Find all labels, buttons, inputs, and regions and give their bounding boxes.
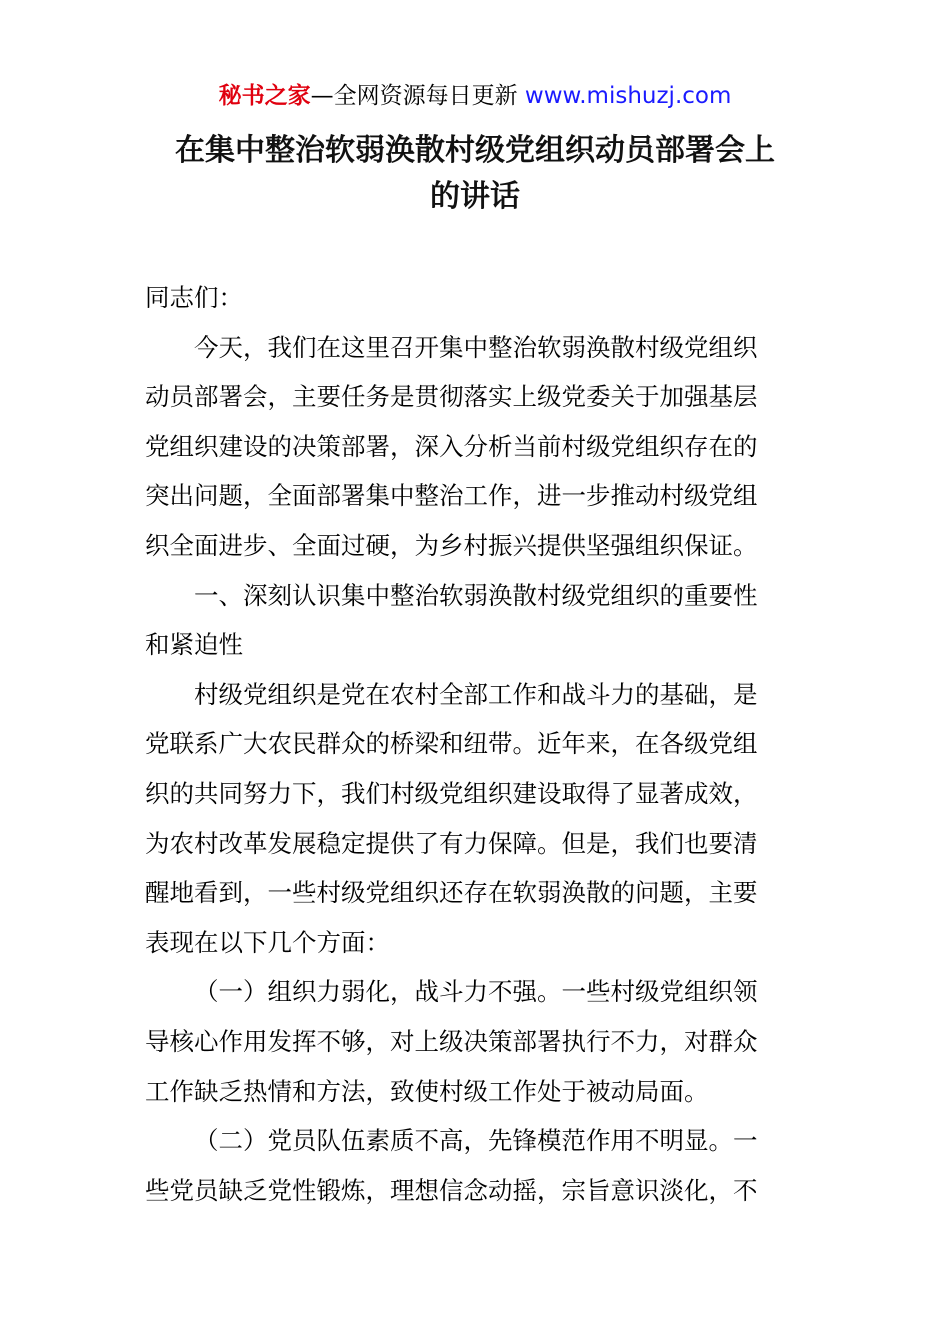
title-line-1: 在集中整治软弱涣散村级党组织动员部署会上 [175, 133, 775, 168]
section-heading-line: 一、深刻认识集中整治软弱涣散村级党组织的重要性 [194, 580, 758, 610]
paragraph-line: 醒地看到，一些村级党组织还存在软弱涣散的问题，主要 [145, 878, 758, 908]
paragraph-line: 些党员缺乏党性锻炼，理想信念动摇，宗旨意识淡化，不 [145, 1175, 758, 1205]
title-line-2: 的讲话 [430, 179, 520, 214]
site-header [0, 80, 950, 112]
site-url[interactable]: www.mishuzj.com [524, 83, 732, 109]
paragraph-line: （二）党员队伍素质不高，先锋模范作用不明显。一 [194, 1126, 758, 1156]
paragraph-line: 动员部署会，主要任务是贯彻落实上级党委关于加强基层 [145, 382, 758, 412]
paragraph-line: 织全面进步、全面过硬，为乡村振兴提供坚强组织保证。 [145, 530, 758, 560]
salutation: 同志们： [145, 283, 243, 312]
section-heading-line: 和紧迫性 [145, 630, 243, 660]
paragraph-line: （一）组织力弱化，战斗力不强。一些村级党组织领 [194, 977, 758, 1007]
paragraph-line: 工作缺乏热情和方法，致使村级工作处于被动局面。 [145, 1076, 709, 1106]
document-body [145, 273, 810, 1215]
paragraph-line: 党联系广大农民群众的桥梁和纽带。近年来，在各级党组 [145, 729, 758, 759]
paragraph-line: 党组织建设的决策部署，深入分析当前村级党组织存在的 [145, 431, 758, 461]
paragraph-line: 今天，我们在这里召开集中整治软弱涣散村级党组织 [194, 332, 758, 362]
paragraph-line: 为农村改革发展稳定提供了有力保障。但是，我们也要清 [145, 828, 758, 858]
header-tagline: —全网资源每日更新 [310, 83, 518, 109]
document-title [120, 128, 830, 220]
paragraph-line: 表现在以下几个方面： [145, 927, 390, 957]
paragraph-line: 村级党组织是党在农村全部工作和战斗力的基础，是 [194, 679, 758, 709]
paragraph-line: 织的共同努力下，我们村级党组织建设取得了显著成效， [145, 778, 758, 808]
paragraph-line: 突出问题，全面部署集中整治工作，进一步推动村级党组 [145, 481, 758, 511]
paragraph-line: 导核心作用发挥不够，对上级决策部署执行不力，对群众 [145, 1026, 758, 1056]
brand-name: 秘书之家 [218, 83, 311, 109]
